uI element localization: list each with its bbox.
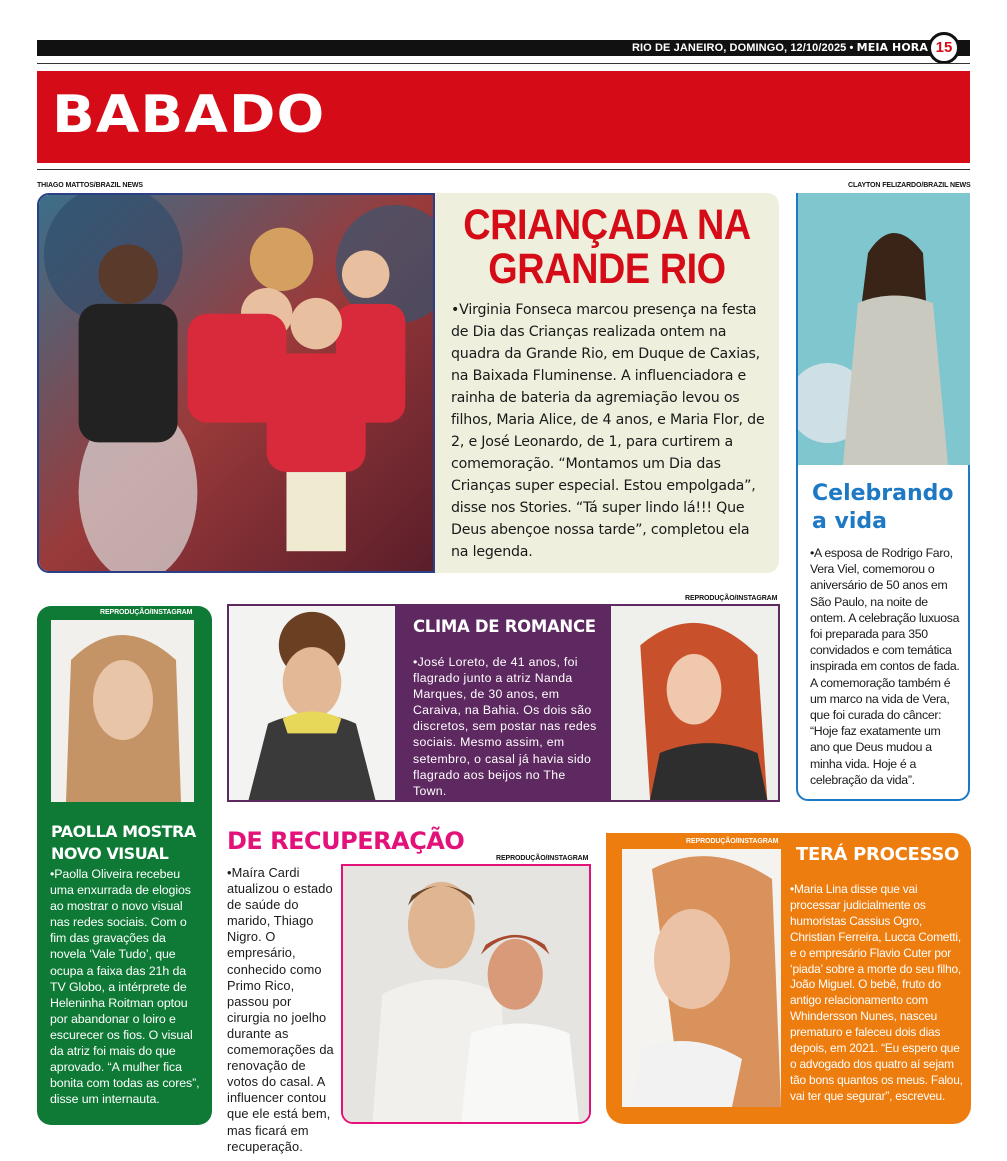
photo-credit: REPRODUÇÃO/INSTAGRAM [686, 838, 779, 845]
photo-paolla-oliveira-icon [51, 620, 194, 802]
photo-credit: REPRODUÇÃO/INSTAGRAM [100, 609, 193, 616]
celebrando-photo [798, 193, 970, 465]
photo-vera-viel-icon [798, 193, 970, 465]
photo-maria-lina-icon [622, 849, 781, 1107]
main-story-photo [37, 193, 435, 573]
section-banner [37, 71, 970, 163]
top-bar [37, 40, 970, 56]
photo-nanda-marques-icon [611, 606, 778, 800]
processo-title: TERÁ PROCESSO [796, 844, 960, 865]
photo-jose-loreto-icon [229, 606, 395, 800]
photo-credit: CLAYTON FELIZARDO/BRAZIL NEWS [848, 182, 971, 189]
romance-right-photo [609, 604, 780, 802]
main-story-card [435, 193, 779, 573]
photo-credit: REPRODUÇÃO/INSTAGRAM [685, 595, 778, 602]
recuperacao-title: DE RECUPERAÇÃO [227, 827, 465, 855]
title-line: CRIANÇADA NA [463, 201, 751, 249]
title-line: a vida [812, 509, 887, 534]
title-line: PAOLLA MOSTRA [51, 822, 196, 841]
brand-name: MEIA HORA [856, 41, 928, 54]
paolla-title [51, 821, 196, 865]
section-title: BABADO [52, 85, 326, 145]
processo-photo [622, 849, 781, 1107]
romance-body: •José Loreto, de 41 anos, foi flagrado junto a atriz Nanda Marques, de 30 anos, em Caraiva, na Bahia. Os dois são discretos, sem postar nas redes sociais. Mesmo assim, em setembro, o casal já havia sido flagrado aos beijos no The Town. [413, 655, 597, 798]
recuperacao-body: •Maíra Cardi atualizou o estado de saúde do marido, Thiago Nigro. O empresário, conhecido como Primo Rico, passou por cirurgia no joelho durante as comemorações da renovação de votos do casal. A influencer contou que ele está bem, mas ficará em recuperação. [227, 865, 334, 1154]
photo-credit: THIAGO MATTOS/BRAZIL NEWS [37, 182, 143, 189]
processo-body: •Maria Lina disse que vai processar judicialmente os humoristas Cassius Ogro, Christian Ferreira, Lucca Cometti, e o empresário Flavio Cuter por ‘piada’ sobre a morte do seu filho, João Miguel. O bebê, fruto do antigo relacionamento com Whindersson Nunes, nasceu prematuro e faleceu dois dias depois, em 2021. “Eu espero que o advogado dos quatro aí sejam tão bons quantos os meus. Falou, vai ter que segurar”, escreveu. [790, 882, 963, 1103]
photo-virginia-family-icon [39, 195, 433, 571]
paolla-photo [51, 620, 194, 802]
dateline-text: RIO DE JANEIRO, DOMINGO, 12/10/2025 • [631, 42, 854, 54]
romance-title: CLIMA DE ROMANCE [413, 617, 596, 636]
recuperacao-photo [341, 864, 591, 1124]
title-line: NOVO VISUAL [51, 844, 169, 863]
photo-credit: REPRODUÇÃO/INSTAGRAM [496, 855, 589, 862]
celebrando-title [812, 480, 954, 536]
main-story-title [456, 203, 759, 291]
main-story-body: •Virginia Fonseca marcou presença na festa de Dia das Crianças realizada ontem na quadra da Grande Rio, em Duque de Caxias, na Baixada Fluminense. A influenciadora e rainha de bateria da agremiação levou os filhos, Maria Alice, de 4 anos, e Maria Flor, de 2, e José Leonardo, de 1, para curtirem a comemoração. “Montamos um Dia das Crianças super especial. Estou empolgada”, disse nos Stories. “Tá super lindo lá!!! Que Deus abençoe nossa tarde”, completou ela na legenda. [451, 302, 765, 560]
dateline [632, 40, 928, 56]
celebrando-body: •A esposa de Rodrigo Faro, Vera Viel, comemorou o aniversário de 50 anos em São Paulo, na noite de ontem. A celebração luxuosa foi preparada para 350 convidados e com temática inspirada em contos de fada. A comemoração também é um marco na vida de Vera, que foi curada do câncer: “Hoje faz exatamente um ano que Deus mudou a minha vida. Hoje é a celebração da vida”. [810, 546, 960, 787]
divider [37, 169, 970, 170]
divider [37, 63, 970, 64]
romance-left-photo [227, 604, 397, 802]
photo-maira-cardi-couple-icon [343, 866, 589, 1122]
title-line: Celebrando [812, 481, 954, 506]
paolla-body: •Paolla Oliveira recebeu uma enxurrada de elogios ao mostrar o novo visual nas redes sociais. Com o fim das gravações da novela ‘Vale Tudo’, que ocupa a faixa das 21h da TV Globo, a intérprete de Heleninha Roitman optou por abandonar o loiro e escurecer os fios. O visual da atriz foi mais do que aprovado. “A mulher fica bonita com todas as cores”, disse um internauta. [50, 867, 200, 1107]
title-line: GRANDE RIO [488, 245, 726, 293]
page-number: 15 [928, 32, 960, 64]
